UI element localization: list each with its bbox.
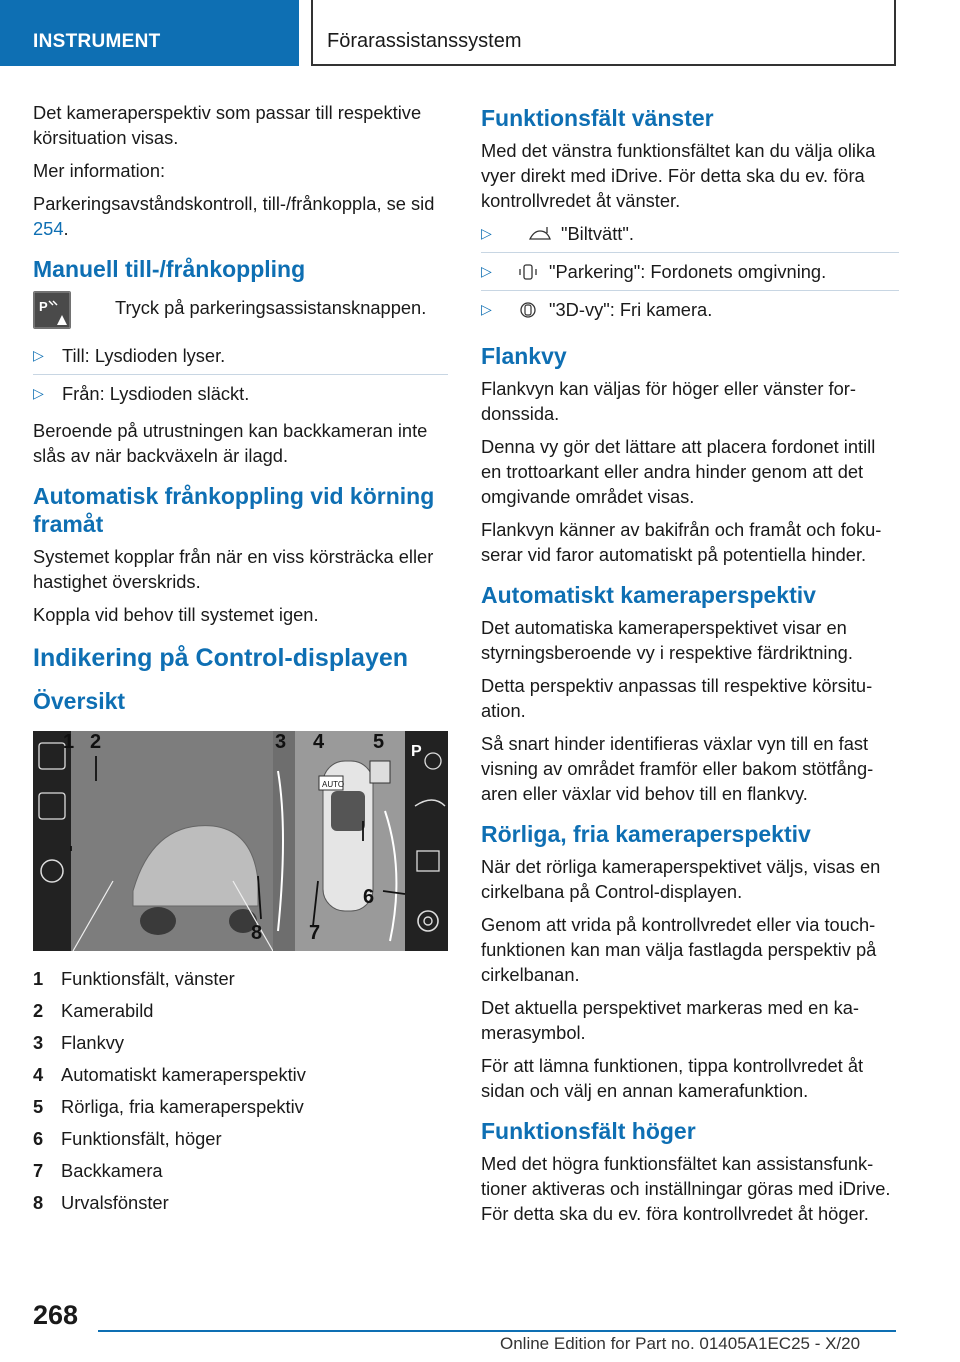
legend-item	[33, 963, 448, 995]
figure-label-4: 4	[313, 731, 325, 753]
legend-text: Funktionsfält, höger	[61, 1128, 222, 1149]
right-column	[481, 96, 899, 1234]
list-item-text: "Parkering": Fordonets omgivning.	[549, 261, 827, 282]
figure-label-2: 2	[90, 731, 102, 753]
list-item-text: Från: Lysdioden släckt.	[62, 383, 250, 404]
auto-badge: AUTO	[322, 780, 345, 789]
figure-label-7: 7	[309, 922, 321, 944]
figure-label-3: 3	[275, 731, 287, 753]
heading-free-perspective: Rörliga, fria kameraperspektiv	[481, 821, 811, 847]
paragraph: Med det vänstra funktionsfältet kan du välja olika vyer direkt med iDrive. För detta ska du ev. föra kontrollvredet åt vänster.	[481, 140, 876, 211]
paragraph	[33, 191, 448, 241]
list-item	[481, 259, 899, 291]
paragraph: Systemet kopplar från när en viss körsträcka eller hastighet överskrids.	[33, 546, 434, 592]
legend-item	[33, 1187, 448, 1219]
legend-text: Flankvy	[61, 1032, 124, 1053]
figure-legend	[33, 963, 448, 1219]
page-number: 268	[33, 1300, 79, 1330]
page-link[interactable]: 254	[33, 218, 64, 239]
figure-label-6: 6	[363, 886, 375, 908]
paragraph: Det kameraperspektiv som passar till respektive körsituation visas.	[33, 102, 422, 148]
triangle-bullet-icon: ▷	[33, 347, 44, 363]
legend-number: 2	[33, 1000, 44, 1021]
legend-number: 1	[33, 968, 44, 989]
triangle-bullet-icon: ▷	[481, 263, 492, 279]
paragraph: Detta perspektiv anpassas till respektive körsituation.	[481, 675, 873, 721]
paragraph: När det rörliga kameraperspektivet väljs, visas en cirkelbana på Control-displayen.	[481, 856, 881, 902]
legend-text: Automatiskt kameraperspektiv	[61, 1064, 306, 1085]
legend-item	[33, 1155, 448, 1187]
paragraph: För att lämna funktionen, tippa kontrollvredet åt sidan och välj en annan kamerafunktion.	[481, 1055, 864, 1101]
chapter-title: Förarassistanssystem	[311, 0, 896, 66]
parking-view-icon	[517, 263, 539, 281]
list-item	[33, 343, 448, 375]
heading-auto-perspective: Automatiskt kameraperspektiv	[481, 582, 816, 608]
legend-text: Backkamera	[61, 1160, 163, 1181]
paragraph: Tryck på parkeringsassistansknappen.	[115, 297, 427, 318]
legend-item	[33, 1091, 448, 1123]
left-column	[33, 100, 448, 1219]
paragraph: Flankvyn kan väljas för höger eller vänster fordonssida.	[481, 378, 856, 424]
parking-assist-button-icon	[33, 291, 71, 329]
legend-number: 7	[33, 1160, 44, 1181]
manual-instruction	[33, 289, 448, 333]
figure-label-1: 1	[63, 731, 75, 753]
paragraph: Det aktuella perspektivet markeras med en kamerasymbol.	[481, 997, 859, 1043]
figure-label-8: 8	[251, 922, 263, 944]
svg-text:P: P	[39, 299, 48, 314]
punct: .	[63, 218, 69, 239]
camera-view-illustration	[33, 731, 448, 951]
list-item	[481, 221, 899, 253]
list-item-text: Till: Lysdioden lyser.	[62, 345, 226, 366]
3d-view-icon	[517, 301, 539, 319]
legend-item	[33, 1123, 448, 1155]
heading-manual: Manuell till-/frånkoppling	[33, 256, 306, 282]
legend-text: Funktionsfält, vänster	[61, 968, 235, 989]
paragraph: Med det högra funktionsfältet kan assistansfunktioner aktiveras och inställningar göras med iDrive. För detta ska du ev. föra kontrollvredet åt höger.	[481, 1153, 891, 1224]
paragraph: Så snart hinder identifieras växlar vyn till en fast visning av området framför eller bakom stötfångaren eller växlar vid behov till en flankvy.	[481, 733, 874, 804]
control-display-figure	[33, 731, 448, 951]
triangle-bullet-icon: ▷	[481, 225, 492, 241]
triangle-bullet-icon: ▷	[481, 301, 492, 317]
figure-label-5: 5	[373, 731, 385, 753]
legend-number: 8	[33, 1192, 44, 1213]
paragraph: Det automatiska kameraperspektivet visar en styrningsberoende vy i respektive färdriktning.	[481, 617, 853, 663]
heading-indikering: Indikering på Control-displayen	[33, 644, 409, 672]
paragraph: Denna vy gör det lättare att placera fordonet intill en trottoarkant eller andra hinder genom att det omgivande området visas.	[481, 436, 876, 507]
footer-divider	[98, 1330, 896, 1332]
manual-bullets	[33, 343, 448, 412]
paragraph: Flankvyn känner av bakifrån och framåt och fokuserar vid faror automatiskt på potentiella hinder.	[481, 519, 882, 565]
paragraph: Genom att vrida på kontrollvredet eller via touchfunktionen kan man välja fastlagda perspektiv på cirkelbanan.	[481, 914, 877, 985]
heading-func-right: Funktionsfält höger	[481, 1118, 696, 1144]
page-header	[0, 0, 960, 66]
legend-item	[33, 1059, 448, 1091]
legend-number: 5	[33, 1096, 44, 1117]
legend-text: Kamerabild	[61, 1000, 154, 1021]
legend-text: Rörliga, fria kameraperspektiv	[61, 1096, 304, 1117]
heading-oversikt: Översikt	[33, 688, 126, 714]
list-item-text: "3D-vy": Fri kamera.	[549, 299, 713, 320]
paragraph: Koppla vid behov till systemet igen.	[33, 604, 319, 625]
legend-item	[33, 995, 448, 1027]
section-tab: INSTRUMENT	[0, 0, 299, 66]
func-left-list	[481, 221, 899, 328]
legend-number: 4	[33, 1064, 44, 1085]
list-item-text: "Biltvätt".	[561, 223, 634, 244]
parking-p-label: P	[411, 743, 422, 760]
legend-number: 3	[33, 1032, 44, 1053]
list-item	[33, 381, 448, 412]
paragraph: Beroende på utrustningen kan backkameran inte slås av när backväxeln är ilagd.	[33, 420, 428, 466]
car-wash-icon	[529, 225, 551, 243]
paragraph-text: Parkeringsavståndskontroll, till-/frånkoppla, se sid	[33, 193, 435, 214]
paragraph: Mer information:	[33, 160, 166, 181]
heading-auto-off: Automatisk frånkoppling vid körning framåt	[33, 483, 435, 537]
legend-number: 6	[33, 1128, 44, 1149]
legend-text: Urvalsfönster	[61, 1192, 169, 1213]
list-item	[481, 297, 899, 328]
heading-flank: Flankvy	[481, 343, 567, 369]
triangle-bullet-icon: ▷	[33, 385, 44, 401]
heading-func-left: Funktionsfält vänster	[481, 105, 714, 131]
edition-text: Online Edition for Part no. 01405A1EC25 - X/20	[500, 1334, 861, 1353]
legend-item	[33, 1027, 448, 1059]
